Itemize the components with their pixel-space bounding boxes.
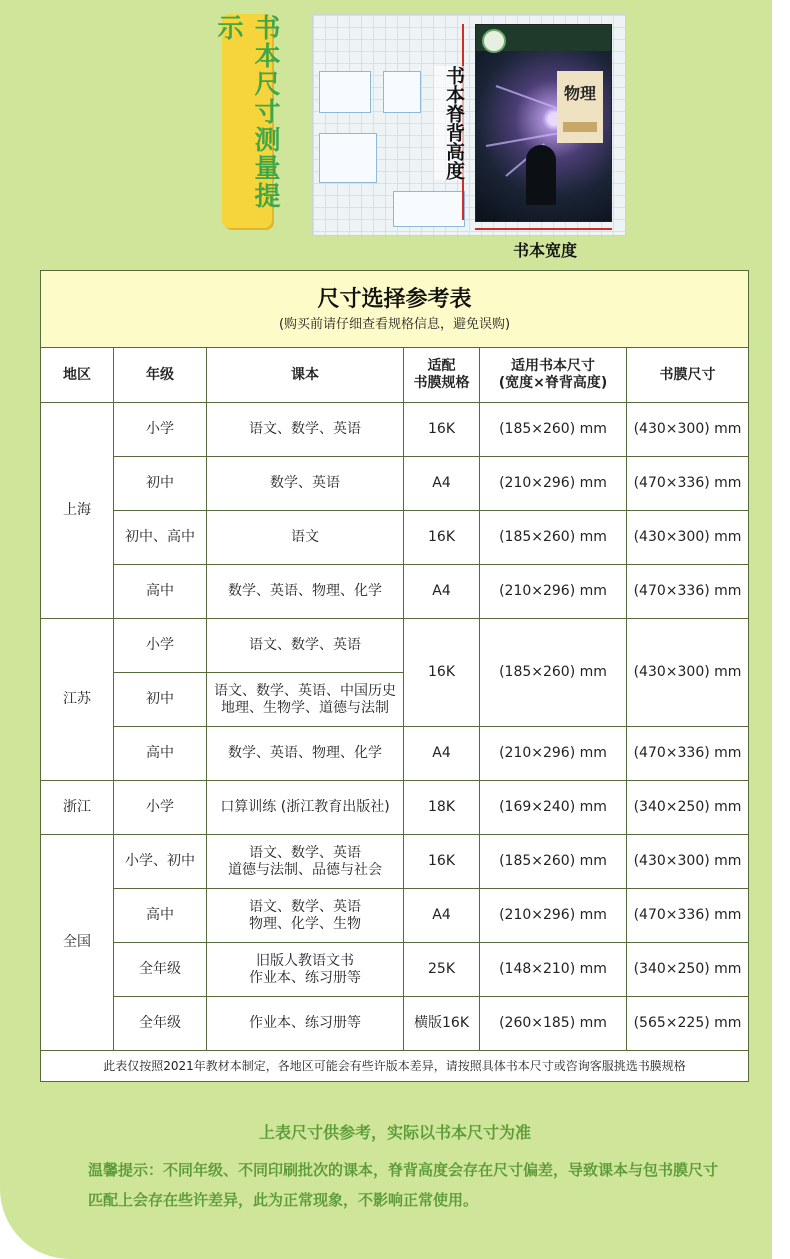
column-header-row — [41, 348, 749, 403]
textbook-line: 地理、生物学、道德与法制 — [221, 699, 389, 716]
table-row — [41, 943, 749, 997]
col-film-size: 书膜尺寸 — [627, 348, 749, 403]
textbook-line: 数学、英语、物理、化学 — [228, 583, 382, 599]
book-width-label: 书本宽度 — [512, 241, 577, 260]
table-footnote-row — [41, 1051, 749, 1082]
textbook-cell — [207, 889, 404, 943]
textbook-cell — [207, 781, 404, 835]
grade-cell: 小学 — [114, 403, 207, 457]
grade-cell: 全年级 — [114, 943, 207, 997]
textbook-cell — [207, 565, 404, 619]
col-fit-spec — [404, 348, 480, 403]
textbook-cell — [207, 511, 404, 565]
book-size-cell: (185×260) mm — [480, 511, 627, 565]
textbook-line: 语文 — [291, 529, 319, 545]
table-row — [41, 511, 749, 565]
measurement-tip-badge — [213, 14, 280, 228]
textbook-line: 语文、数学、英语 — [249, 898, 361, 915]
spec-cell: 16K — [404, 835, 480, 889]
grade-cell: 初中 — [114, 457, 207, 511]
grade-cell: 小学、初中 — [114, 835, 207, 889]
film-size-cell: (430×300) mm — [627, 619, 749, 727]
book-size-cell: (185×260) mm — [480, 835, 627, 889]
col-size-line1: 适用书本尺寸 — [511, 358, 595, 374]
physics-textbook-image — [475, 24, 612, 222]
region-cell: 浙江 — [41, 781, 114, 835]
spec-cell: 16K — [404, 511, 480, 565]
textbook-cell — [207, 673, 404, 727]
table-header — [41, 271, 749, 348]
textbook-cell — [207, 997, 404, 1051]
book-title-plate — [557, 71, 603, 143]
plasma-streak — [486, 133, 557, 147]
textbook-line: 语文、数学、英语 — [249, 844, 361, 861]
textbook-cell — [207, 943, 404, 997]
grade-cell: 小学 — [114, 781, 207, 835]
book-size-cell: (169×240) mm — [480, 781, 627, 835]
grade-cell: 高中 — [114, 727, 207, 781]
film-size-cell: (470×336) mm — [627, 889, 749, 943]
book-title: 物理 — [563, 84, 596, 103]
spec-cell: 16K — [404, 619, 480, 727]
textbook-line: 旧版人教语文书 — [256, 952, 354, 969]
table-title: 尺寸选择参考表 — [317, 287, 472, 312]
table-row — [41, 997, 749, 1051]
film-size-cell: (470×336) mm — [627, 457, 749, 511]
sheet-label-card — [393, 191, 465, 227]
width-measure-line — [475, 228, 612, 230]
textbook-line: 语文、数学、英语 — [249, 421, 361, 437]
textbook-cell — [207, 403, 404, 457]
table-subtitle: (购买前请仔细查看规格信息，避免误购) — [278, 317, 511, 332]
film-size-cell: (565×225) mm — [627, 997, 749, 1051]
book-size-cell: (148×210) mm — [480, 943, 627, 997]
textbook-line: 数学、英语、物理、化学 — [228, 745, 382, 761]
col-fit-line2: 书膜规格 — [413, 375, 470, 391]
spec-cell: A4 — [404, 727, 480, 781]
table-row — [41, 565, 749, 619]
col-grade: 年级 — [114, 348, 207, 403]
col-region: 地区 — [41, 348, 114, 403]
textbook-cell — [207, 457, 404, 511]
textbook-line: 作业本、练习册等 — [249, 969, 361, 986]
textbook-line: 语文、数学、英语、中国历史 — [214, 682, 396, 699]
table-footnote: 此表仅按照2021年教材本制定，各地区可能会有些许版本差异，请按照具体书本尺寸或咨询客服挑选书膜规格 — [41, 1051, 749, 1082]
book-size-cell: (210×296) mm — [480, 457, 627, 511]
book-size-cell: (185×260) mm — [480, 403, 627, 457]
col-size-line2: (宽度×脊背高度) — [498, 375, 608, 391]
film-size-cell: (340×250) mm — [627, 943, 749, 997]
spec-cell: 横版16K — [404, 997, 480, 1051]
grade-cell: 小学 — [114, 619, 207, 673]
table-row — [41, 619, 749, 673]
volume-plate — [563, 122, 597, 132]
textbook-line: 语文、数学、英语 — [249, 637, 361, 653]
book-size-cell: (210×296) mm — [480, 565, 627, 619]
table-row — [41, 835, 749, 889]
textbook-line: 作业本、练习册等 — [249, 1015, 361, 1031]
book-size-cell: (260×185) mm — [480, 997, 627, 1051]
sheet-label-card — [319, 71, 371, 113]
spec-cell: 16K — [404, 403, 480, 457]
film-size-cell: (430×300) mm — [627, 511, 749, 565]
textbook-cell — [207, 835, 404, 889]
textbook-cell — [207, 619, 404, 673]
col-fit-line1: 适配 — [427, 358, 456, 374]
textbook-line: 口算训练 (浙江教育出版社) — [220, 799, 390, 815]
spec-cell: 25K — [404, 943, 480, 997]
table-row — [41, 889, 749, 943]
film-size-cell: (340×250) mm — [627, 781, 749, 835]
film-size-cell: (430×300) mm — [627, 835, 749, 889]
region-cell: 江苏 — [41, 619, 114, 781]
table-row — [41, 403, 749, 457]
spec-cell: A4 — [404, 565, 480, 619]
warm-tip: 温馨提示：不同年级、不同印刷批次的课本，脊背高度会存在尺寸偏差，导致课本与包书膜尺寸匹配上会存在些许差异，此为正常现象，不影响正常使用。 — [88, 1161, 719, 1209]
plasma-streak — [496, 85, 562, 111]
region-cell: 全国 — [41, 835, 114, 1051]
publisher-logo-icon — [482, 29, 506, 53]
sheet-label-card — [319, 133, 377, 183]
textbook-line: 数学、英语 — [270, 475, 340, 491]
table-row — [41, 781, 749, 835]
size-reference-table — [40, 270, 749, 1082]
col-book-size — [480, 348, 627, 403]
book-size-cell: (185×260) mm — [480, 619, 627, 727]
table-row — [41, 457, 749, 511]
textbook-cell — [207, 727, 404, 781]
textbook-line: 物理、化学、生物 — [249, 915, 361, 932]
grade-cell: 初中、高中 — [114, 511, 207, 565]
spec-cell: 18K — [404, 781, 480, 835]
reference-note: 上表尺寸供参考，实际以书本尺寸为准 — [258, 1123, 531, 1142]
col-textbook: 课本 — [207, 348, 404, 403]
spec-cell: A4 — [404, 457, 480, 511]
film-size-cell: (430×300) mm — [627, 403, 749, 457]
grade-cell: 初中 — [114, 673, 207, 727]
tip-badge-text: 书本尺寸测量提示 — [213, 14, 280, 210]
region-cell: 上海 — [41, 403, 114, 619]
table-row — [41, 727, 749, 781]
book-size-cell: (210×296) mm — [480, 727, 627, 781]
sheet-label-card — [383, 71, 421, 113]
grade-cell: 全年级 — [114, 997, 207, 1051]
grade-cell: 高中 — [114, 565, 207, 619]
spec-cell: A4 — [404, 889, 480, 943]
grade-cell: 高中 — [114, 889, 207, 943]
book-size-cell: (210×296) mm — [480, 889, 627, 943]
film-size-cell: (470×336) mm — [627, 565, 749, 619]
plasma-globe-base — [526, 145, 556, 205]
textbook-line: 道德与法制、品德与社会 — [228, 861, 382, 878]
film-size-cell: (470×336) mm — [627, 727, 749, 781]
spine-height-label: 书本脊背高度 — [434, 66, 464, 180]
